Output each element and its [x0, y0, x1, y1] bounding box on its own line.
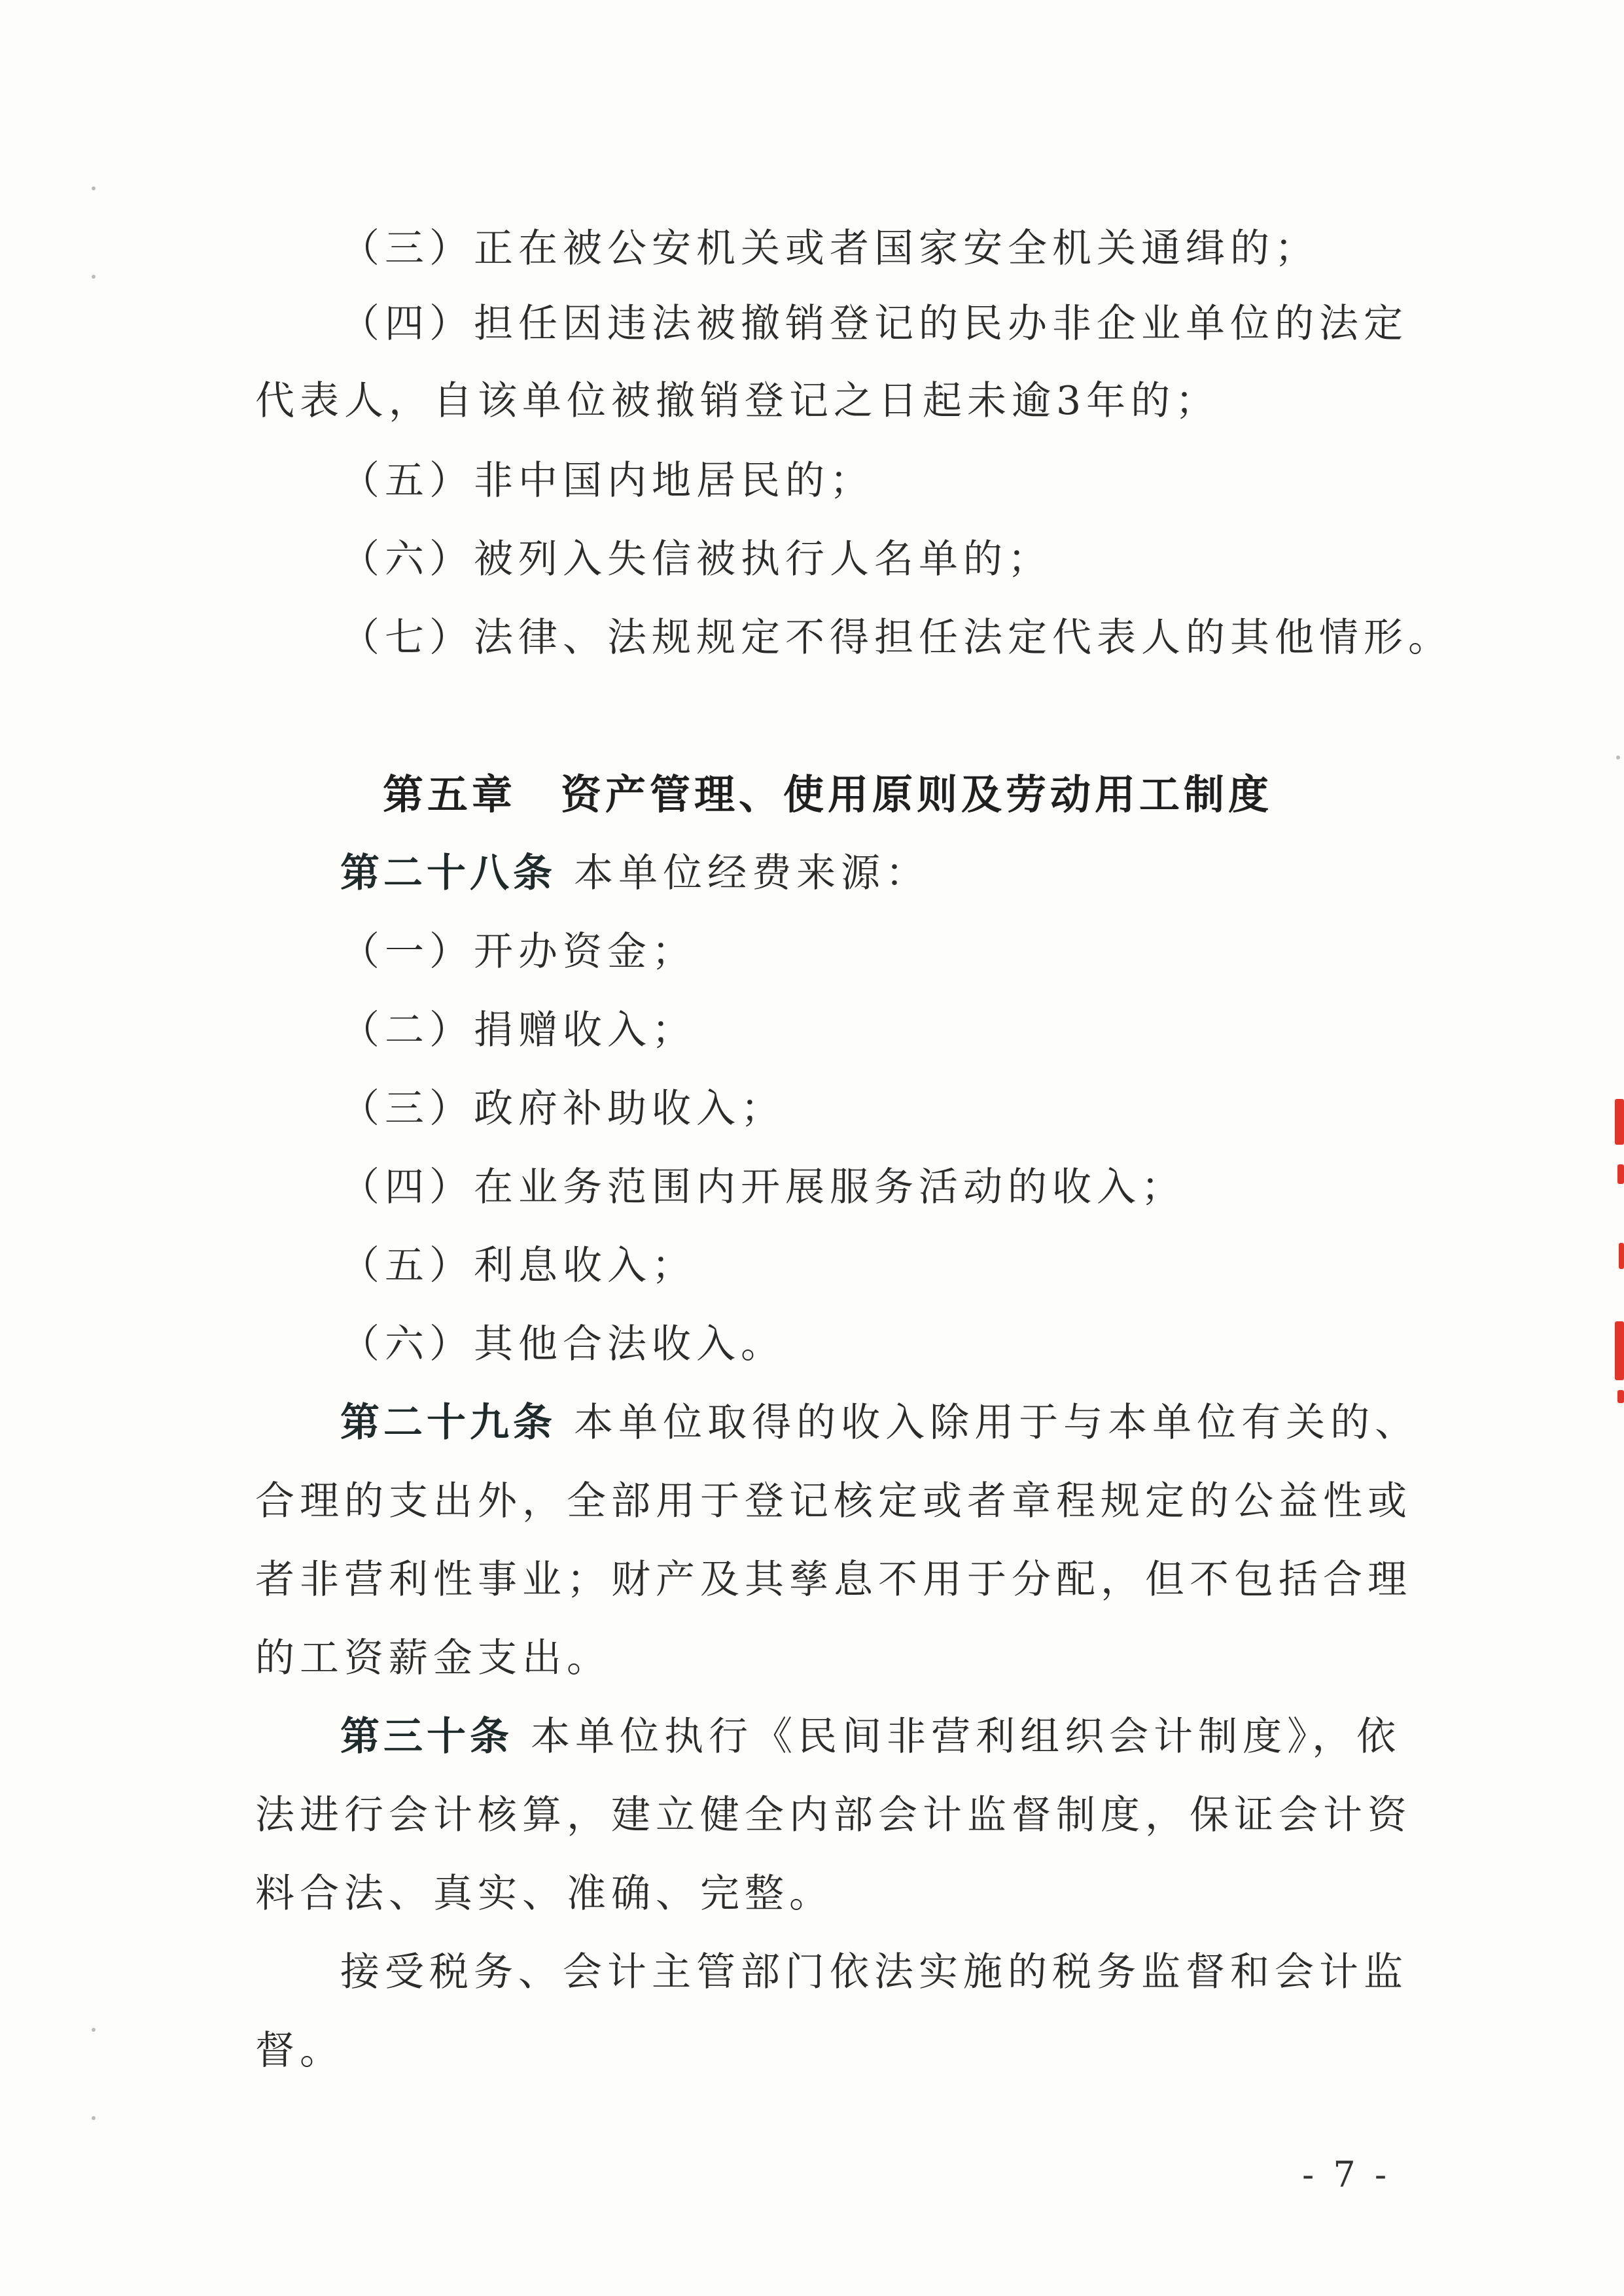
- article-28: [340, 847, 1466, 899]
- scan-speck: [92, 2028, 96, 2032]
- seal-edge-mark: [1615, 1099, 1624, 1145]
- fund-source-item: （六）其他合法收入。: [340, 1321, 785, 1367]
- clause-item-7: （七）法律、法规规定不得担任法定代表人的其他情形。: [340, 615, 1453, 661]
- article-30-line: 法进行会计核算，建立健全内部会计监督制度，保证会计资: [255, 1792, 1412, 1838]
- tax-supervision-line2: 督。: [255, 2028, 344, 2074]
- clause-item-3: （三）正在被公安机关或者国家安全机关通缉的；: [340, 226, 1319, 271]
- article-28-label: 第二十八条: [340, 850, 556, 896]
- fund-source-item: （三）政府补助收入；: [340, 1086, 785, 1132]
- page-number: - 7 -: [1302, 2154, 1391, 2195]
- clause-item-4-line1: （四）担任因违法被撤销登记的民办非企业单位的法定: [340, 301, 1408, 347]
- article-29-label: 第二十九条: [340, 1400, 556, 1446]
- seal-edge-mark: [1617, 1164, 1624, 1184]
- article-29-line: 的工资薪金支出。: [255, 1635, 611, 1681]
- tax-supervision-line1: 接受税务、会计主管部门依法实施的税务监督和会计监: [340, 1949, 1408, 1995]
- article-29-line: 合理的支出外，全部用于登记核定或者章程规定的公益性或: [255, 1478, 1412, 1524]
- article-28-text: 本单位经费来源：: [574, 850, 930, 896]
- fund-source-item: （五）利息收入；: [340, 1243, 696, 1289]
- clause-item-4-line2: 代表人，自该单位被撤销登记之日起未逾3年的；: [255, 378, 1220, 424]
- seal-edge-mark: [1619, 1243, 1624, 1269]
- clause-item-6: （六）被列入失信被执行人名单的；: [340, 536, 1052, 582]
- scan-speck: [1616, 756, 1620, 759]
- article-29-text: 本单位取得的收入除用于与本单位有关的、: [574, 1400, 1420, 1446]
- fund-source-item: （二）捐赠收入；: [340, 1007, 696, 1053]
- scan-speck: [92, 2116, 96, 2120]
- article-29: [340, 1397, 1466, 1449]
- article-30: [340, 1711, 1466, 1763]
- scan-speck: [92, 186, 96, 190]
- article-30-label: 第三十条: [340, 1714, 513, 1760]
- seal-edge-mark: [1615, 1321, 1624, 1380]
- article-29-line: 者非营利性事业；财产及其孳息不用于分配，但不包括合理: [255, 1557, 1412, 1603]
- clause-item-5: （五）非中国内地居民的；: [340, 458, 874, 504]
- scan-speck: [92, 275, 96, 279]
- article-30-line: 料合法、真实、准确、完整。: [255, 1871, 834, 1917]
- fund-source-item: （一）开办资金；: [340, 929, 696, 975]
- article-30-text: 本单位执行《民间非营利组织会计制度》，依: [531, 1714, 1402, 1760]
- chapter-heading: 第五章 资产管理、使用原则及劳动用工制度: [383, 771, 1273, 818]
- seal-edge-mark: [1617, 1390, 1624, 1403]
- fund-source-item: （四）在业务范围内开展服务活动的收入；: [340, 1164, 1186, 1210]
